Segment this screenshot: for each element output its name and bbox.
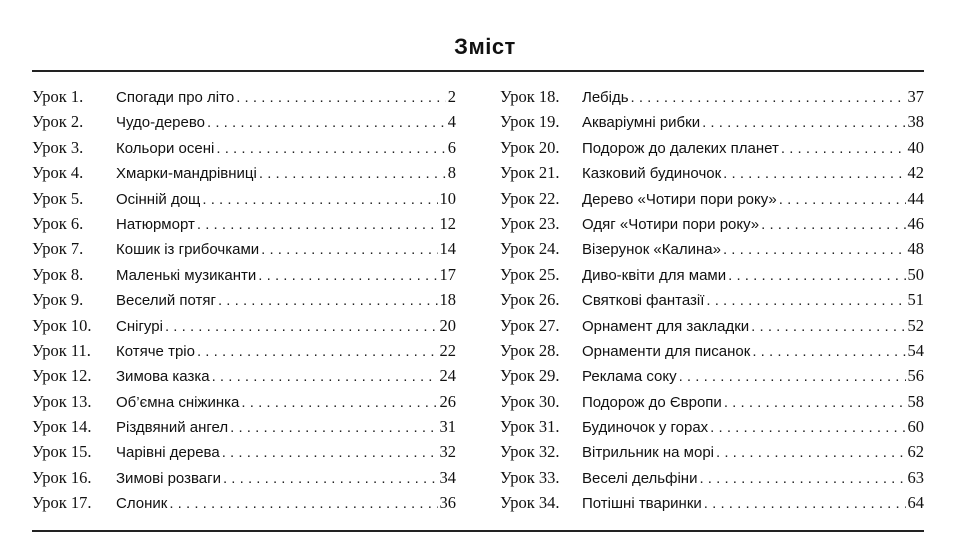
lesson-title: Лебідь — [582, 89, 629, 106]
page-number: 46 — [907, 213, 924, 233]
lesson-number: Урок 30. — [500, 391, 560, 411]
page-number: 40 — [907, 137, 924, 157]
dot-leader — [781, 140, 906, 157]
toc-entry — [500, 442, 924, 467]
toc-entry — [32, 366, 456, 391]
dot-leader — [752, 343, 905, 360]
lesson-title: Диво-квіти для мами — [582, 266, 727, 284]
page-number: 58 — [907, 391, 924, 411]
dot-leader — [236, 89, 446, 106]
page-number: 24 — [439, 366, 456, 386]
page-number: 50 — [907, 264, 924, 284]
toc-entry — [32, 341, 456, 366]
lesson-number: Урок 3. — [32, 137, 84, 157]
lesson-title: Натюрморт — [116, 215, 195, 233]
page-number: 4 — [447, 112, 456, 132]
lesson-number: Урок 17. — [32, 493, 92, 513]
page-number: 10 — [439, 188, 456, 208]
lesson-title: Веселий потяг — [116, 292, 216, 310]
lesson-title: Подорож до Європи — [582, 393, 722, 411]
lesson-number: Урок 19. — [500, 112, 560, 132]
dot-leader — [169, 495, 437, 512]
page-number: 54 — [907, 340, 924, 360]
page-number: 48 — [907, 239, 924, 259]
dot-leader — [222, 444, 438, 461]
toc-column-right — [500, 87, 924, 519]
page-number: 36 — [439, 493, 456, 513]
page-number: 31 — [439, 417, 456, 437]
toc-entry — [500, 189, 924, 214]
lesson-number: Урок 21. — [500, 163, 560, 183]
lesson-number: Урок 24. — [500, 239, 560, 259]
lesson-number: Урок 26. — [500, 290, 560, 310]
dot-leader — [207, 114, 446, 131]
page-title: Зміст — [454, 34, 516, 59]
page-number: 18 — [439, 290, 456, 310]
lesson-number: Урок 23. — [500, 213, 560, 233]
page-number: 32 — [439, 442, 456, 462]
toc-entry — [32, 163, 456, 188]
toc-entry — [500, 468, 924, 493]
toc-entry — [500, 214, 924, 239]
lesson-title: Веселі дельфіни — [582, 469, 698, 487]
lesson-title: Акваріумні рибки — [582, 114, 701, 132]
page-number: 42 — [907, 163, 924, 183]
toc-entry — [500, 417, 924, 442]
lesson-number: Урок 20. — [500, 137, 560, 157]
lesson-title: Осінній дощ — [116, 190, 201, 208]
toc-entry — [32, 265, 456, 290]
dot-leader — [197, 216, 438, 233]
lesson-number: Урок 12. — [32, 366, 92, 386]
dot-leader — [631, 89, 906, 106]
dot-leader — [165, 318, 438, 335]
page-number: 64 — [907, 493, 924, 513]
lesson-title: Зимова казка — [116, 368, 210, 386]
toc-entry — [500, 316, 924, 341]
dot-leader — [259, 165, 446, 182]
lesson-title: Дерево «Чотири пори року» — [582, 190, 777, 208]
lesson-number: Урок 31. — [500, 417, 560, 437]
dot-leader — [723, 241, 906, 258]
page-number: 38 — [907, 112, 924, 132]
lesson-number: Урок 27. — [500, 315, 560, 335]
lesson-number: Урок 10. — [32, 315, 92, 335]
bottom-divider — [32, 530, 924, 532]
toc-entry — [32, 392, 456, 417]
toc-entry — [500, 138, 924, 163]
toc-entry — [32, 442, 456, 467]
dot-leader — [724, 394, 906, 411]
lesson-title: Слоник — [116, 495, 168, 513]
toc-entry — [32, 239, 456, 264]
lesson-number: Урок 13. — [32, 391, 92, 411]
dot-leader — [261, 241, 437, 258]
dot-leader — [699, 470, 905, 487]
page-number: 8 — [447, 163, 456, 183]
lesson-number: Урок 29. — [500, 366, 560, 386]
lesson-number: Урок 2. — [32, 112, 84, 132]
page-number: 52 — [907, 315, 924, 335]
toc-entry — [32, 189, 456, 214]
page-number: 22 — [439, 340, 456, 360]
toc-entry — [32, 112, 456, 137]
toc-entry — [500, 163, 924, 188]
lesson-number: Урок 9. — [32, 290, 84, 310]
dot-leader — [779, 191, 906, 208]
page-number: 56 — [907, 366, 924, 386]
toc-entry — [32, 417, 456, 442]
toc-entry — [500, 341, 924, 366]
dot-leader — [241, 394, 437, 411]
dot-leader — [223, 470, 438, 487]
page-number: 34 — [439, 467, 456, 487]
lesson-title: Снігурі — [116, 317, 163, 335]
lesson-title: Візерунок «Калина» — [582, 241, 721, 259]
lesson-number: Урок 32. — [500, 442, 560, 462]
lesson-title: Святкові фантазії — [582, 292, 705, 310]
toc-entry — [32, 316, 456, 341]
lesson-number: Урок 16. — [32, 467, 92, 487]
dot-leader — [710, 419, 905, 436]
lesson-number: Урок 5. — [32, 188, 84, 208]
dot-leader — [716, 444, 905, 461]
toc-entry — [32, 138, 456, 163]
toc-entry — [500, 112, 924, 137]
lesson-number: Урок 14. — [32, 417, 92, 437]
lesson-title: Вітрильник на морі — [582, 444, 715, 462]
toc-entry — [500, 493, 924, 518]
toc-entry — [32, 468, 456, 493]
lesson-title: Хмарки-мандрівниці — [116, 165, 257, 183]
lesson-title: Котяче тріо — [116, 342, 195, 360]
page-number: 6 — [447, 137, 456, 157]
dot-leader — [751, 318, 905, 335]
toc-entry — [32, 87, 456, 112]
lesson-title: Різдвяний ангел — [116, 419, 229, 437]
lesson-title: Об’ємна сніжинка — [116, 393, 240, 411]
dot-leader — [706, 292, 905, 309]
lesson-number: Урок 28. — [500, 340, 560, 360]
page-number: 51 — [907, 290, 924, 310]
lesson-number: Урок 1. — [32, 87, 84, 106]
lesson-title: Реклама соку — [582, 368, 677, 386]
lesson-title: Спогади про літо — [116, 89, 235, 106]
page-number: 62 — [907, 442, 924, 462]
page-number: 60 — [907, 417, 924, 437]
toc-entry — [32, 493, 456, 518]
toc-entry — [32, 290, 456, 315]
lesson-title: Чарівні дерева — [116, 444, 220, 462]
dot-leader — [202, 191, 437, 208]
page-number: 14 — [439, 239, 456, 259]
lesson-title: Одяг «Чотири пори року» — [582, 215, 760, 233]
lesson-number: Урок 34. — [500, 493, 560, 513]
lesson-title: Подорож до далеких планет — [582, 139, 779, 157]
lesson-number: Урок 25. — [500, 264, 560, 284]
lesson-title: Зимові розваги — [116, 469, 221, 487]
lesson-title: Чудо-дерево — [116, 114, 206, 132]
lesson-title: Орнамент для закладки — [582, 317, 750, 335]
dot-leader — [723, 165, 905, 182]
page-number: 2 — [447, 87, 456, 106]
lesson-title: Маленькі музиканти — [116, 266, 257, 284]
dot-leader — [728, 267, 905, 284]
dot-leader — [704, 495, 906, 512]
toc-entry — [500, 87, 924, 112]
lesson-number: Урок 6. — [32, 213, 84, 233]
lesson-title: Кольори осені — [116, 139, 215, 157]
dot-leader — [702, 114, 905, 131]
lesson-number: Урок 4. — [32, 163, 84, 183]
lesson-number: Урок 15. — [32, 442, 92, 462]
dot-leader — [218, 292, 438, 309]
toc-entry — [500, 239, 924, 264]
toc-entry — [500, 366, 924, 391]
lesson-title: Кошик із грибочками — [116, 241, 260, 259]
dot-leader — [761, 216, 905, 233]
lesson-number: Урок 18. — [500, 87, 560, 106]
lesson-number: Урок 8. — [32, 264, 84, 284]
toc-entry — [500, 392, 924, 417]
page-number: 44 — [907, 188, 924, 208]
top-divider — [32, 70, 924, 72]
dot-leader — [679, 368, 906, 385]
toc-entry — [500, 290, 924, 315]
lesson-number: Урок 22. — [500, 188, 560, 208]
dot-leader — [212, 368, 438, 385]
dot-leader — [216, 140, 445, 157]
toc-entry — [32, 214, 456, 239]
toc-entry — [500, 265, 924, 290]
page-number: 20 — [439, 315, 456, 335]
lesson-title: Казковий будиночок — [582, 165, 722, 183]
lesson-number: Урок 33. — [500, 467, 560, 487]
page-number: 17 — [439, 264, 456, 284]
dot-leader — [197, 343, 438, 360]
page-number: 63 — [907, 467, 924, 487]
lesson-title: Будиночок у горах — [582, 419, 709, 437]
page-number: 37 — [907, 87, 924, 106]
lesson-title: Орнаменти для писанок — [582, 342, 751, 360]
lesson-number: Урок 7. — [32, 239, 84, 259]
page-number: 12 — [439, 213, 456, 233]
lesson-number: Урок 11. — [32, 340, 91, 360]
toc-column-left — [32, 87, 456, 519]
lesson-title: Потішні тваринки — [582, 495, 702, 513]
dot-leader — [258, 267, 437, 284]
page-number: 26 — [439, 391, 456, 411]
dot-leader — [230, 419, 437, 436]
